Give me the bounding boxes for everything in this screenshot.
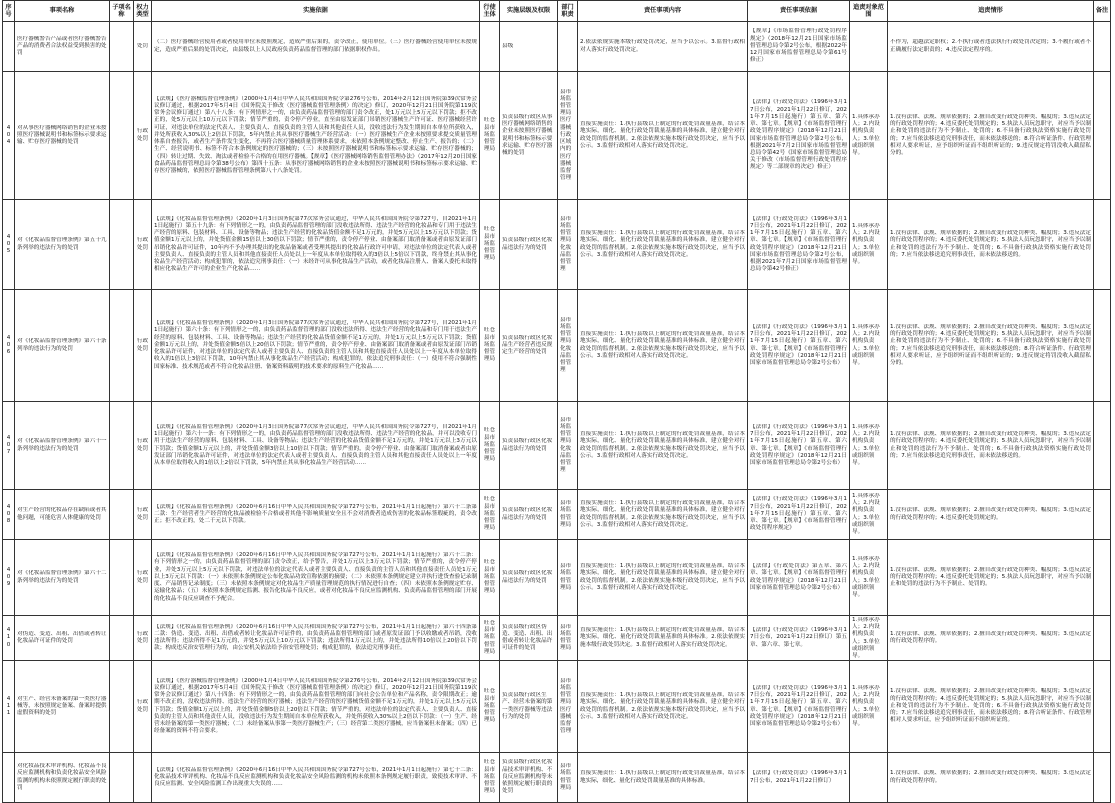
register-table xyxy=(2,21,1111,803)
accountability-target: 1.具体承办人；2.内设机构负责人；3.单位或组织领导。 xyxy=(850,661,888,753)
department-duty: 县市场监督管理局化妆品监督管理 xyxy=(558,290,578,402)
level-and-power: 负责县级行政区化妆品违法行为的处罚 xyxy=(500,402,558,490)
power-type: 行政处罚 xyxy=(134,540,152,616)
level-and-power: 负责县级行政区化妆品违法行为的处罚 xyxy=(500,200,558,290)
power-type: 处罚 xyxy=(134,22,152,72)
power-type: 行政处罚 xyxy=(134,200,152,290)
item-name: 对《化妆品监督管理条例》第五十九条列举的违法行为的处罚 xyxy=(15,200,110,290)
duty-basis: 【法律】《行政处罚法》（1996年3月17日公布，2021年1月22日修订，2021年7月15日起施行）第五章、第六章、第七章。【规章】《市场监督管理行政处罚程序规定》（2018年12月21日国家市场监督管理总局令第2号公布） xyxy=(748,290,850,402)
duty-basis: 【法律】《行政处罚法》（1996年3月17日公布，2021年1月22日修订，2021年7月15日起施行）第五章、第六章、第七章。【规章】《市场监督管理行政处罚程序规定》（2018年12月21日国家市场监督管理总局令第2号公布，根据2021年7月2日国家市场监督管理总局令第42号《国家市场监督管理总局关于修改〈市场监督管理行政处罚程序规定〉等二部规章的决定》修正） xyxy=(748,72,850,200)
accountability-target: 1.具体承办人；2.内设机构负责人；3.单位或组织领导。 xyxy=(850,490,888,540)
header-type: 权力类型 xyxy=(134,1,152,22)
header-no: 序号 xyxy=(3,1,15,22)
header-duty-basis: 责任事项依据 xyxy=(748,1,850,22)
remark xyxy=(1094,402,1111,490)
table-row xyxy=(3,290,1111,402)
accountability-situation: 1.没有法律、法规、规章依据的；2.擅自改变行政处罚种类、幅度的；3.违反法定的行政处罚程序的；4.违反委托处罚规定的。 xyxy=(888,490,1094,540)
department-duty: 县市场监督管理局化妆品监督管理 xyxy=(558,200,578,290)
department-duty xyxy=(558,22,578,72)
remark xyxy=(1094,540,1111,616)
executing-body: 旺苍县市场监督管理局 xyxy=(480,753,500,803)
header-target: 追责对象范围 xyxy=(850,1,888,22)
accountability-target: 1.具体承办人；2.内设机构负责人；3.单位或组织领导。 xyxy=(850,290,888,402)
item-name: 对生产经营的化妆品存在缺陷或者其他问题，可能危害人体健康的处罚 xyxy=(15,490,110,540)
executing-body xyxy=(480,22,500,72)
level-and-power: 负责县级行政区化妆品技术审评机构、不良反应监测机构等未依照规定履行职责的处罚 xyxy=(500,753,558,803)
duty-basis: 【法律】《行政处罚法》（1996年3月17日公布，2021年1月22日修订） xyxy=(748,753,850,803)
header-situation: 追责情形 xyxy=(888,1,1094,22)
header-subject: 行使主体 xyxy=(480,1,500,22)
department-duty: 县市场监督管理局 xyxy=(558,753,578,803)
table-header xyxy=(2,0,1111,22)
row-number xyxy=(3,753,15,803)
implementation-basis: 【法规】《医疗器械监督管理条例》（2000年1月4日中华人民共和国国务院令第276号公布，2014年2月12日国务院第39次常务会议修订通过，根据2017年5月4日《国务院关于修改〈医疗器械监督管理条例〉的决定》修订，2020年12月21日国务院第119次常务会议修订通过）第八十八条：有下列情形之一的，由负责药品监督管理的部门责令改正，处1万元以上5万元以下罚款；拒不改正的，处5万元以上10万元以下罚款；情节严重的，责令停产停业，直至由原发证部门吊销医疗器械生产许可证、医疗器械经营许可证，对违法单位的法定代表人、主要负责人、直接负责的主管人员和其他责任人员，没收违法行为发生期间自本单位所获收入，并处所获收入30%以上2倍以下罚款，5年内禁止其从事医疗器械生产经营活动：（一）医疗器械生产企业未按照要求提交质量管理体系自查报告，或者生产条件发生变化，不再符合医疗器械质量管理体系要求，未依照本条例规定整改、停止生产、报告的；（二）生产、经营说明书、标签不符合本条例规定的医疗器械的；（三）未按照医疗器械说明书和标签标示要求运输、贮存医疗器械的；（四）转让过期、失效、淘汰或者检验不合格的在用医疗器械。【规章】《医疗器械网络销售监督管理办法》（2017年12月20日国家食品药品监督管理总局令第38号公布）第四十五条：从事医疗器械网络销售的企业未按照医疗器械说明书和标签标示要求运输、贮存医疗器械的，依照医疗器械监督管理条例第八十八条处罚。 xyxy=(152,72,480,200)
remark xyxy=(1094,72,1111,200)
executing-body: 旺苍县市场监督管理局 xyxy=(480,72,500,200)
item-name: 对《化妆品监督管理条例》第六十二条列举的违法行为的处罚 xyxy=(15,540,110,616)
executing-body: 旺苍县市场监督管理局 xyxy=(480,616,500,661)
remark xyxy=(1094,616,1111,661)
power-type xyxy=(134,753,152,803)
implementation-basis: （二）医疗器械经营使用者或者使用单位未按照规定，造成严重后果的，责令改正，使用单位。（三）医疗器械经营使用单位未按规定，造成严重后果的处罚决定，由县级以上人民政府负责药品监督管理的部门依据职权作出。 xyxy=(152,22,480,72)
level-and-power: 负责县级行政区化妆品违法行为的处罚 xyxy=(500,490,558,540)
sub-item-name xyxy=(110,290,134,402)
executing-body: 旺苍县市场监督管理局 xyxy=(480,290,500,402)
accountability-situation: 1.没有法律、法规、规章依据的；2.擅自改变行政处罚种类、幅度的；3.违反法定的行政处罚程序的；4.违反委托处罚规定的；5.执法人员玩忽职守，对应当予以制止和处罚的违法行为不予制止、处罚的；6.不具备行政执法资格实施行政处罚的；7.应当依法移送追究刑事责任，而未依法移送的；8.符合听证条件、行政管理相对人要求听证，应予组织听证而不组织听证的；9.违反规定将罚没收入截留私分的。 xyxy=(888,290,1094,402)
duty-content: 直接实施责任：1.执行县级以上制定的行政处罚裁量基准，结合本地实际，细化、量化行政处罚裁量基准的具体标准，建立健全对行政处罚的监督机制。2.依法依规实施本级行政处罚决定，应当予以公示。3.监督行政相对人落实行政处罚决定。 xyxy=(578,661,748,753)
header-content: 责任事项内容 xyxy=(578,1,748,22)
row-number: 411 xyxy=(3,661,15,753)
implementation-basis: 【法规】《化妆品监督管理条例》（2020年1月3日国务院第77次常务会议通过，中华人民共和国国务院令第727号，自2021年1月1日起施行）第五十九条：有下列情形之一的，由负责药品监督管理的部门没收违法所得、违法生产经营的化妆品和专门用于违法生产经营的原料、包装材料、工具、设备等物品；违法生产经营的化妆品货值金额不足1万元的，并处5万元以上15万元以下罚款；货值金额1万元以上的，并处货值金额15倍以上30倍以下罚款；情节严重的，责令停产停业、由备案部门取消备案或者由原发证部门吊销化妆品许可证件，10年内不予办理其提出的化妆品备案或者受理其提出的化妆品行政许可申请，对违法单位的法定代表人或者主要负责人、直接负责的主管人员和其他直接责任人员处以上一年度从本单位取得收入的3倍以上5倍以下罚款，终身禁止其从事化妆品生产经营活动；构成犯罪的，依法追究刑事责任：（一）未经许可从事化妆品生产活动，或者化妆品注册人、备案人委托未取得相应化妆品生产许可的企业生产化妆品…… xyxy=(152,200,480,290)
sub-item-name xyxy=(110,402,134,490)
remark xyxy=(1094,490,1111,540)
item-name: 对生产、经营未备案的第一类医疗器械等，未按照规定备案、备案时提供虚假资料的处罚 xyxy=(15,661,110,753)
duty-basis: 【法律】《行政处罚法》（1996年3月17日公布，2021年1月22日修订，2021年7月15日起施行）第五章、第六章、第七章。【规章】《市场监督管理行政处罚程序规定》 xyxy=(748,490,850,540)
level-and-power: 负责县级行政区从事医疗器械网络销售的企业未按照医疗器械说明书和标签标示要求运输、贮存医疗器械的处罚 xyxy=(500,72,558,200)
sub-item-name xyxy=(110,72,134,200)
power-type: 行政处罚 xyxy=(134,616,152,661)
executing-body: 旺苍县市场监督管理局 xyxy=(480,661,500,753)
remark xyxy=(1094,290,1111,402)
accountability-target: 1.具体承办人；2.内设机构负责人；3.单位或组织领导。 xyxy=(850,402,888,490)
item-name: 医疗器械警告产品或者医疗器械警告产品的消费者合法权益受到损害的处罚 xyxy=(15,22,110,72)
item-name: 对《化妆品监督管理条例》第六十一条列举的违法行为的处罚 xyxy=(15,402,110,490)
table-row xyxy=(3,616,1111,661)
power-type: 行政处罚 xyxy=(134,402,152,490)
accountability-target xyxy=(850,22,888,72)
accountability-situation: 1.没有法律、法规、规章依据的；2.擅自改变行政处罚种类、幅度的；3.违反法定的行政处罚程序的。 xyxy=(888,616,1094,661)
power-type: 行政处罚 xyxy=(134,290,152,402)
accountability-situation: 1.没有法律、法规、规章依据的；2.擅自改变行政处罚种类、幅度的；3.违反法定的行政处罚程序的；4.违反委托处罚规定的；5.执法人员玩忽职守，对应当予以制止和处罚的违法行为不予制止、处罚的；6.不具备行政执法资格实施行政处罚的；7.应当依法移送追究刑事责任，而未依法移送的；8.符合听证条件、行政管理相对人要求听证，应予组织听证而不组织听证的。 xyxy=(888,661,1094,753)
department-duty: 县市场监督管理局医疗器械监督管理 xyxy=(558,661,578,753)
power-type: 行政处罚 xyxy=(134,661,152,753)
table-row xyxy=(3,72,1111,200)
accountability-target xyxy=(850,753,888,803)
accountability-situation: 不作为，超越法定职权；2.不执行或者违法执行行政处罚决定的；3.不履行或者不正确履行法定职责的；4.违反法定程序的。 xyxy=(888,22,1094,72)
header-sub: 子项名称 xyxy=(110,1,134,22)
header-dept: 部门职责 xyxy=(558,1,578,22)
executing-body: 旺苍县市场监督管理局 xyxy=(480,402,500,490)
duty-content: 直接实施责任：1.执行县级以上制定的行政处罚裁量基准，结合本地实际，细化、量化行政处罚裁量基准的具体标准，建立健全对行政处罚的监督机制。2.依法依规实施本级行政处罚决定，应当予以公示。3.监督行政相对人落实行政处罚决定。 xyxy=(578,402,748,490)
accountability-situation: 1.没有法律、法规、规章依据的；2.擅自改变行政处罚种类、幅度的；3.违反法定的行政处罚程序的。 xyxy=(888,753,1094,803)
table-row xyxy=(3,402,1111,490)
item-name: 对《化妆品监督管理条例》第六十条列举的违法行为的处罚 xyxy=(15,290,110,402)
duty-content: 直接实施责任：1.执行县级以上制定的行政处罚裁量基准，结合本地实际，细化、量化行政处罚裁量基准的具体标准，建立健全对行政处罚的监督机制。2.依法依规实施本级行政处罚决定，应当予以公示。3.监督行政相对人落实行政处罚决定。 xyxy=(578,72,748,200)
sub-item-name xyxy=(110,540,134,616)
accountability-target: 1.具体承办人；2.内设机构负责人；3.单位或组织领导。 xyxy=(850,200,888,290)
sub-item-name xyxy=(110,200,134,290)
department-duty: 县市场监督管理局 xyxy=(558,490,578,540)
accountability-situation: 1.没有法律、法规、规章依据的；2.擅自改变行政处罚种类、幅度的；3.违反法定的行政处罚程序的；4.违反委托处罚规定的；5.执法人员玩忽职守，对应当予以制止和处罚的违法行为不予制止、处罚的；6.不具备行政执法资格实施行政处罚的；7.应当依法移送追究刑事责任，而未依法移送的。 xyxy=(888,402,1094,490)
row-number: 409 xyxy=(3,540,15,616)
level-and-power: 负责县级行政区伪造、变造、出租、出借或者转让化妆品许可证件的处罚 xyxy=(500,616,558,661)
duty-content: 直接实施责任：1.执行县级以上制定的行政处罚裁量基准，结合本地实际，细化、量化行政处罚裁量基准的具体标准，建立健全对行政处罚的监督机制。2.依法依规实施本级行政处罚决定，应当予以公示。3.监督行政相对人落实行政处罚决定。 xyxy=(578,200,748,290)
department-duty: 县市场监督管理局医疗器械行政区域内的医疗器械监督管理 xyxy=(558,72,578,200)
row-number: 407 xyxy=(3,402,15,490)
duty-basis: 【法律】《行政处罚法》（1996年3月17日公布，2021年1月22日修订）第五章、第六章、第七章。 xyxy=(748,616,850,661)
header-level: 实施层级及权限 xyxy=(500,1,558,22)
implementation-basis: 【法规】《医疗器械监督管理条例》（2000年1月4日中华人民共和国国务院令第276号公布，2014年2月12日国务院第39次常务会议修订通过，根据2017年5月4日《国务院关于修改〈医疗器械监督管理条例〉的决定》修订，2020年12月21日国务院第119次常务会议修订通过）第八十四条：有下列情形之一的，由负责药品监督管理的部门向社会公告单位和产品名称，责令限期改正；逾期不改正的，没收违法所得、违法生产经营的医疗器械；违法生产经营的医疗器械货值金额不足1万元的，并处1万元以上5万元以下罚款；货值金额1万元以上的，并处货值金额5倍以上20倍以下罚款；情节严重的，对违法单位的法定代表人、主要负责人、直接负责的主管人员和其他责任人员，没收违法行为发生期间自本单位所获收入，并处所获收入30%以上2倍以下罚款：（一）生产、经营未经备案的第一类医疗器械；（二）未经备案从事第一类医疗器械生产；（三）经营第二类医疗器械，应当备案但未备案；（四）已经备案的资料不符合要求。 xyxy=(152,661,480,753)
accountability-situation: 1.没有法律、法规、规章依据的；2.擅自改变行政处罚种类、幅度的；3.违反法定的行政处罚程序的；4.违反委托处罚规定的；5.执法人员玩忽职守，对应当予以制止和处罚的违法行为不予制止、处罚的。 xyxy=(888,540,1094,616)
executing-body: 旺苍县市场监督管理局 xyxy=(480,540,500,616)
level-and-power: 县级 xyxy=(500,22,558,72)
duty-basis: 【规章】《市场监督管理行政处罚程序规定》（2018年12月21日国家市场监督管理总局令第2号公布，根据2022年12月国家市场监督管理总局令第61号修正） xyxy=(748,22,850,72)
duty-basis: 【法律】《行政处罚法》（1996年3月17日公布，2021年1月22日修订，2021年7月15日起施行）第五章、第六章、第七章。【规章】《市场监督管理行政处罚程序规定》（2018年12月21日国家市场监督管理总局令第2号公布，根据2021年7月2日国家市场监督管理总局令第42号修正） xyxy=(748,200,850,290)
table-row xyxy=(3,540,1111,616)
remark xyxy=(1094,661,1111,753)
sub-item-name xyxy=(110,22,134,72)
duty-content: 直接实施责任：1.执行县级以上制定的行政处罚裁量基准，结合本地实际，细化、量化行政处罚裁量基准的具体标准。2.依法依规实施本级行政处罚决定。3.监督行政相对人落实行政处罚决定。 xyxy=(578,616,748,661)
remark xyxy=(1094,22,1111,72)
item-name: 对从事医疗器械网络销售的企业未按照医疗器械说明书和标签标示要求运输、贮存医疗器械的处罚 xyxy=(15,72,110,200)
duty-content: 直接实施责任：1.执行县级以上制定的行政处罚裁量基准，结合本地实际，细化、量化行政处罚裁量基准的具体标准，建立健全对行政处罚的监督机制。2.依法依规实施本级行政处罚决定，应当予以公示。3.监督行政相对人落实行政处罚决定。 xyxy=(578,290,748,402)
table-row xyxy=(3,22,1111,72)
table-row xyxy=(3,661,1111,753)
accountability-situation: 1.没有法律、法规、规章依据的；2.擅自改变行政处罚种类、幅度的；3.违反法定的行政处罚程序的；4.违反委托处罚规定的；5.执法人员玩忽职守，对应当予以制止和处罚的违法行为不予制止、处罚的；6.不具备行政执法资格实施行政处罚的；7.应当依法移送追究刑事责任，而未依法移送的。 xyxy=(888,200,1094,290)
implementation-basis: 【法规】《化妆品监督管理条例》（2020年1月3日国务院第77次常务会议通过，中华人民共和国国务院令第727号，自2021年1月1日起施行）第六十条：有下列情形之一的，由负责药品监督管理的部门没收违法所得、违法生产经营的化妆品和专门用于违法生产经营的原料、包装材料、工具、设备等物品；违法生产经营的化妆品货值金额不足1万元的，并处1万元以上5万元以下罚款；货值金额1万元以上的，并处货值金额5倍以上20倍以下罚款；情节严重的，责令停产停业、由备案部门取消备案或者由原发证部门吊销化妆品许可证件，对违法单位的法定代表人或者主要负责人、直接负责的主管人员和其他直接责任人员处以上一年度从本单位取得收入的1倍以上3倍以下罚款，10年内禁止其从事化妆品生产经营活动；构成犯罪的，依法追究刑事责任：（一）使用不符合强制性国家标准、技术规范或者不符合化妆品注册、备案资料载明的技术要求的原料生产化妆品…… xyxy=(152,290,480,402)
department-duty: 县市场监督管理局 xyxy=(558,616,578,661)
level-and-power: 负责县级行政区生产、经营未备案的第一类医疗器械等违法行为的处罚 xyxy=(500,661,558,753)
duty-basis: 【法律】《行政处罚法》第五章、第六章、第七章。【规章】《市场监督管理行政处罚程序规定》（2018年12月21日国家市场监督管理总局令第2号公布） xyxy=(748,540,850,616)
accountability-target: 1.具体承办人；2.内设机构负责人；3.单位或组织领导。 xyxy=(850,72,888,200)
row-number: 406 xyxy=(3,290,15,402)
accountability-target: 1.具体承办人；2.内设机构负责人；3.单位或组织领导。 xyxy=(850,540,888,616)
implementation-basis: 【法规】《化妆品监督管理条例》（2020年6月16日中华人民共和国国务院令第727号公布，2021年1月1日起施行）第七十二条：化妆品技术审评机构、化妆品不良反应监测机构和负责化妆品安全风险监测的机构未依照本条例规定履行职责，致使技术审评、不良反应监测、安全风险监测工作出现重大失误的…… xyxy=(152,753,480,803)
department-duty: 县市场监督管理局 xyxy=(558,540,578,616)
row-number: 405 xyxy=(3,200,15,290)
table-row xyxy=(3,753,1111,803)
implementation-basis: 【法规】《化妆品监督管理条例》（2020年6月16日中华人民共和国国务院令第727号公布，2021年1月1日起施行）第六十二条第二款：生产经营者生产经营的化妆品被检验不合格或者其他不影响质量安全且不会对消费者造成伤害的化妆品标签瑕疵的，责令改正；拒不改正的，处二千元以下罚款。 xyxy=(152,490,480,540)
sub-item-name xyxy=(110,753,134,803)
header-remark: 备注 xyxy=(1094,1,1111,22)
table-row xyxy=(3,200,1111,290)
duty-basis: 【法律】《行政处罚法》（1996年3月17日公布，2021年1月22日修订，2021年7月15日起施行）第五章、第六章、第七章。【规章】《市场监督管理行政处罚程序规定》（2018年12月21日国家市场监督管理总局令第2号公布） xyxy=(748,402,850,490)
duty-content: 直接实施责任：1.执行县级以上制定的行政处罚裁量基准，结合本地实际，细化、量化行政处罚裁量基准的具体标准，建立健全对行政处罚的监督机制。2.依法依规实施本级行政处罚决定，应当予以公示。3.监督行政相对人落实行政处罚决定。 xyxy=(578,490,748,540)
item-name: 对化妆品技术审评机构、化妆品不良反应监测机构和负责化妆品安全风险监测的机构未依照规定履行职责的处罚 xyxy=(15,753,110,803)
accountability-situation: 1.没有法律、法规、规章依据的；2.擅自改变行政处罚种类、幅度的；3.违反法定的行政处罚程序的；4.违反委托处罚规定的；5.执法人员玩忽职守，对应当予以制止和处罚的违法行为不予制止、处罚的；6.不具备行政执法资格实施行政处罚的；7.应当依法移送追究刑事责任，而未依法移送的；8.符合听证条件、行政管理相对人要求听证，应予组织听证而不组织听证的；9.违反规定将罚没收入截留私分的。 xyxy=(888,72,1094,200)
power-type: 行政处罚 xyxy=(134,490,152,540)
level-and-power: 负责县级行政区化妆品违法行为的处罚 xyxy=(500,540,558,616)
implementation-basis: 【法规】《化妆品监督管理条例》（2020年1月3日国务院第77次常务会议通过，中华人民共和国国务院令第727号，自2021年1月1日起施行）第六十一条：有下列情形之一的，由负责药品监督管理的部门没收违法所得、违法生产经营的化妆品，并可以没收专门用于违法生产经营的原料、包装材料、工具、设备等物品；违法生产经营的化妆品货值金额不足1万元的，并处1万元以上3万元以下罚款；货值金额1万元以上的，并处货值金额3倍以上10倍以下罚款；情节严重的，责令停产停业、由备案部门取消备案或者由原发证部门吊销化妆品许可证件，对违法单位的法定代表人或者主要负责人、直接负责的主管人员和其他直接责任人员处以上一年度从本单位取得收入的1倍以上2倍以下罚款，5年内禁止其从事化妆品生产经营活动…… xyxy=(152,402,480,490)
row-number: 410 xyxy=(3,616,15,661)
duty-content: 直接实施责任：1.执行县级以上制定的行政处罚裁量基准，结合本地实际，细化、量化行政处罚裁量基准的具体标准，建立健全对行政处罚的监督机制。2.依法依规实施本级行政处罚决定，应当予以公示。3.监督行政相对人落实行政处罚决定。 xyxy=(578,540,748,616)
row-number xyxy=(3,22,15,72)
sub-item-name xyxy=(110,490,134,540)
sub-item-name xyxy=(110,661,134,753)
department-duty: 县市场监督管理局化妆品监督管理 xyxy=(558,402,578,490)
duty-content: 2.依法依规实施本级行政处罚决定，应当予以公示。3.监督行政相对人落实行政处罚决定。 xyxy=(578,22,748,72)
item-name: 对伪造、变造、出租、出借或者转让化妆品许可证件的处罚 xyxy=(15,616,110,661)
row-number: 404 xyxy=(3,72,15,200)
executing-body: 旺苍县市场监督管理局 xyxy=(480,490,500,540)
header-basis: 实施依据 xyxy=(152,1,480,22)
remark xyxy=(1094,200,1111,290)
power-type: 行政处罚 xyxy=(134,72,152,200)
duty-content: 直接实施责任：1.执行县级以上制定的行政处罚裁量基准，结合本地实际，细化、量化行政处罚裁量基准的具体标准。 xyxy=(578,753,748,803)
implementation-basis: 【法规】《化妆品监督管理条例》（2020年6月16日中华人民共和国国务院令第727号公布，2021年1月1日起施行）第六十二条：有下列情形之一的，由负责药品监督管理的部门责令改正，给予警告，并处1万元以上3万元以下罚款；情节严重的，责令停产停业，并处3万元以上5万元以下罚款，对违法单位的法定代表人或者主要负责人、直接负责的主管人员和其他直接责任人员处1万元以上3万元以下罚款：（一）未依照本条例规定公布化妆品功效宣称依据的摘要；（二）未依照本条例规定建立并执行进货查验记录制度、产品销售记录制度；（三）未依照本条例规定对化妆品生产质量管理规范的执行情况进行自查；（四）未依照本条例规定贮存、运输化妆品；（五）未依照本条例规定监测、报告化妆品不良反应，或者对化妆品不良反应监测机构、负责药品监督管理的部门开展的化妆品不良反应调查不予配合。 xyxy=(152,540,480,616)
level-and-power: 负责县级行政区化妆品生产经营者违反规定生产经营的处罚 xyxy=(500,290,558,402)
implementation-basis: 【法规】《化妆品监督管理条例》（2020年6月16日中华人民共和国国务院令第727号公布，2021年1月1日起施行）第六十四条第二款：伪造、变造、出租、出借或者转让化妆品许可证件的，由负责药品监督管理的部门或者原发证部门予以收缴或者吊销，没收违法所得；违法所得不足1万元的，并处5万元以上10万元以下罚款；违法所得1万元以上的，并处违法所得10倍以上20倍以下罚款；构成违反治安管理行为的，由公安机关依法给予治安管理处罚；构成犯罪的，依法追究刑事责任。 xyxy=(152,616,480,661)
executing-body: 旺苍县市场监督管理局 xyxy=(480,200,500,290)
table-row xyxy=(3,490,1111,540)
row-number: 408 xyxy=(3,490,15,540)
header-name: 事项名称 xyxy=(15,1,110,22)
accountability-target: 1.具体承办人；2.内设机构负责人；3.单位或组织领导。 xyxy=(850,616,888,661)
sub-item-name xyxy=(110,616,134,661)
duty-basis: 【法律】《行政处罚法》（1996年3月17日公布，2021年1月22日修订，2021年7月15日起施行）第五章、第六章、第七章。【规章】《市场监督管理行政处罚程序规定》（2018年12月21日国家市场监督管理总局令第2号公布） xyxy=(748,661,850,753)
remark xyxy=(1094,753,1111,803)
